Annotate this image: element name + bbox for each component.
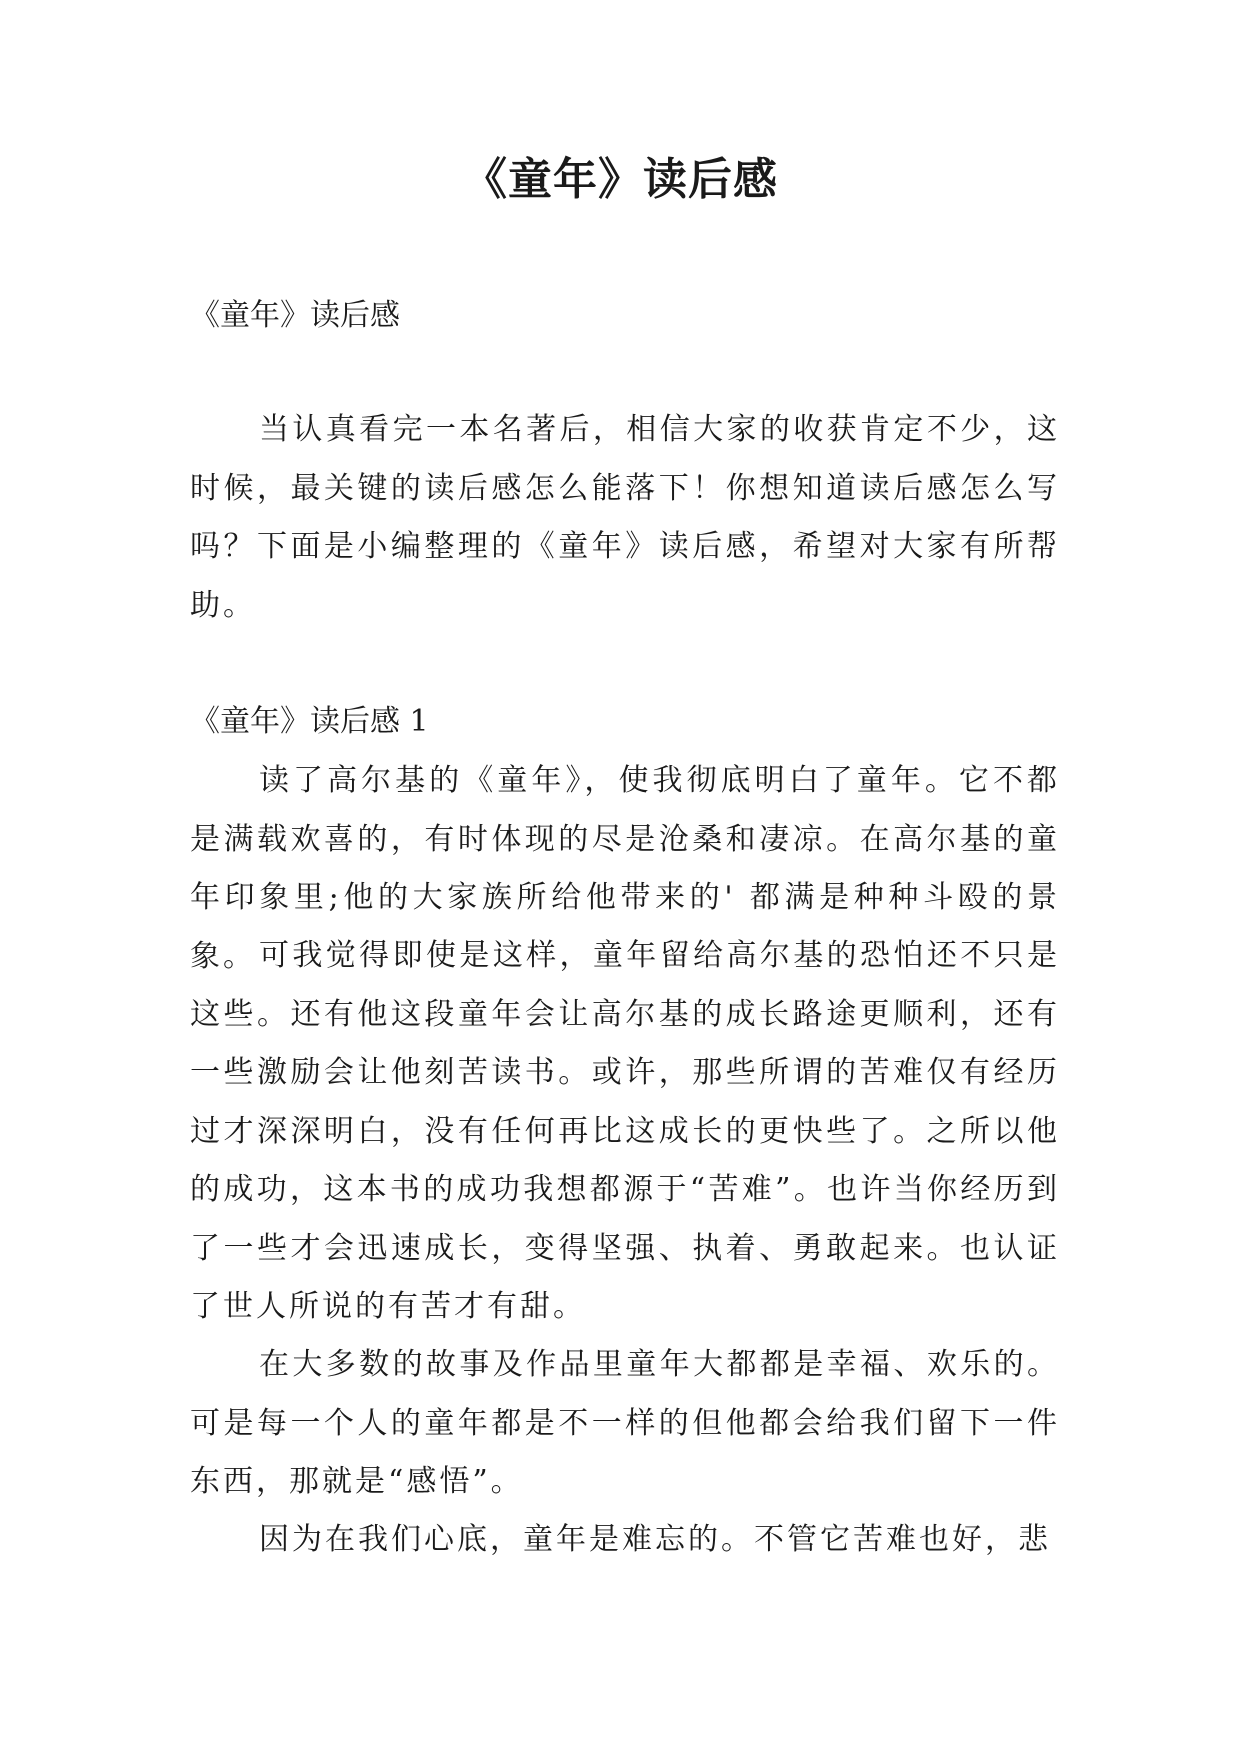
- body-paragraph: 因为在我们心底，童年是难忘的。不管它苦难也好，悲: [259, 1522, 1051, 1557]
- body-paragraph: 读了高尔基的《童年》，使我彻底明白了童年。它不都是满载欢喜的，有时体现的尽是沧桑和凄凉。在高尔基的童年印象里;他的大家族所给他带来的' 都满是种种斗殴的景象。: [190, 763, 1060, 974]
- body-paragraph: 在大多数的故事及作品里童年大都都是幸福、欢乐的。可是每一个人的童年都是不一样的但他都会给我们留下一件东西，那就是“感悟”。: [190, 1347, 1060, 1499]
- body-paragraph: 可我觉得即使是这样，童年留给高尔基的恐怕还不只是这些。还有他这段童年会让高尔基的成长路途更顺利，还有一些激励会让他刻苦读书。或许，那些所谓的苦难仅有经历过才深深明白，没有任何再比这成长的更快些了。之所以他的成功，这本书的成功我想都源于“苦难”。也许当你经历到了一些才会迅速成长，变得坚强、执着、勇敢起来。也认证了世人所说的有苦才有甜。: [190, 938, 1060, 1324]
- document-title: 《童年》读后感: [463, 154, 778, 205]
- section-heading: 《童年》读后感 1: [190, 704, 429, 739]
- document-subheading: 《童年》读后感: [190, 298, 400, 333]
- intro-paragraph: 当认真看完一本名著后，相信大家的收获肯定不少，这时候，最关键的读后感怎么能落下！你想知道读后感怎么写吗？下面是小编整理的《童年》读后感，希望对大家有所帮助。: [190, 412, 1060, 623]
